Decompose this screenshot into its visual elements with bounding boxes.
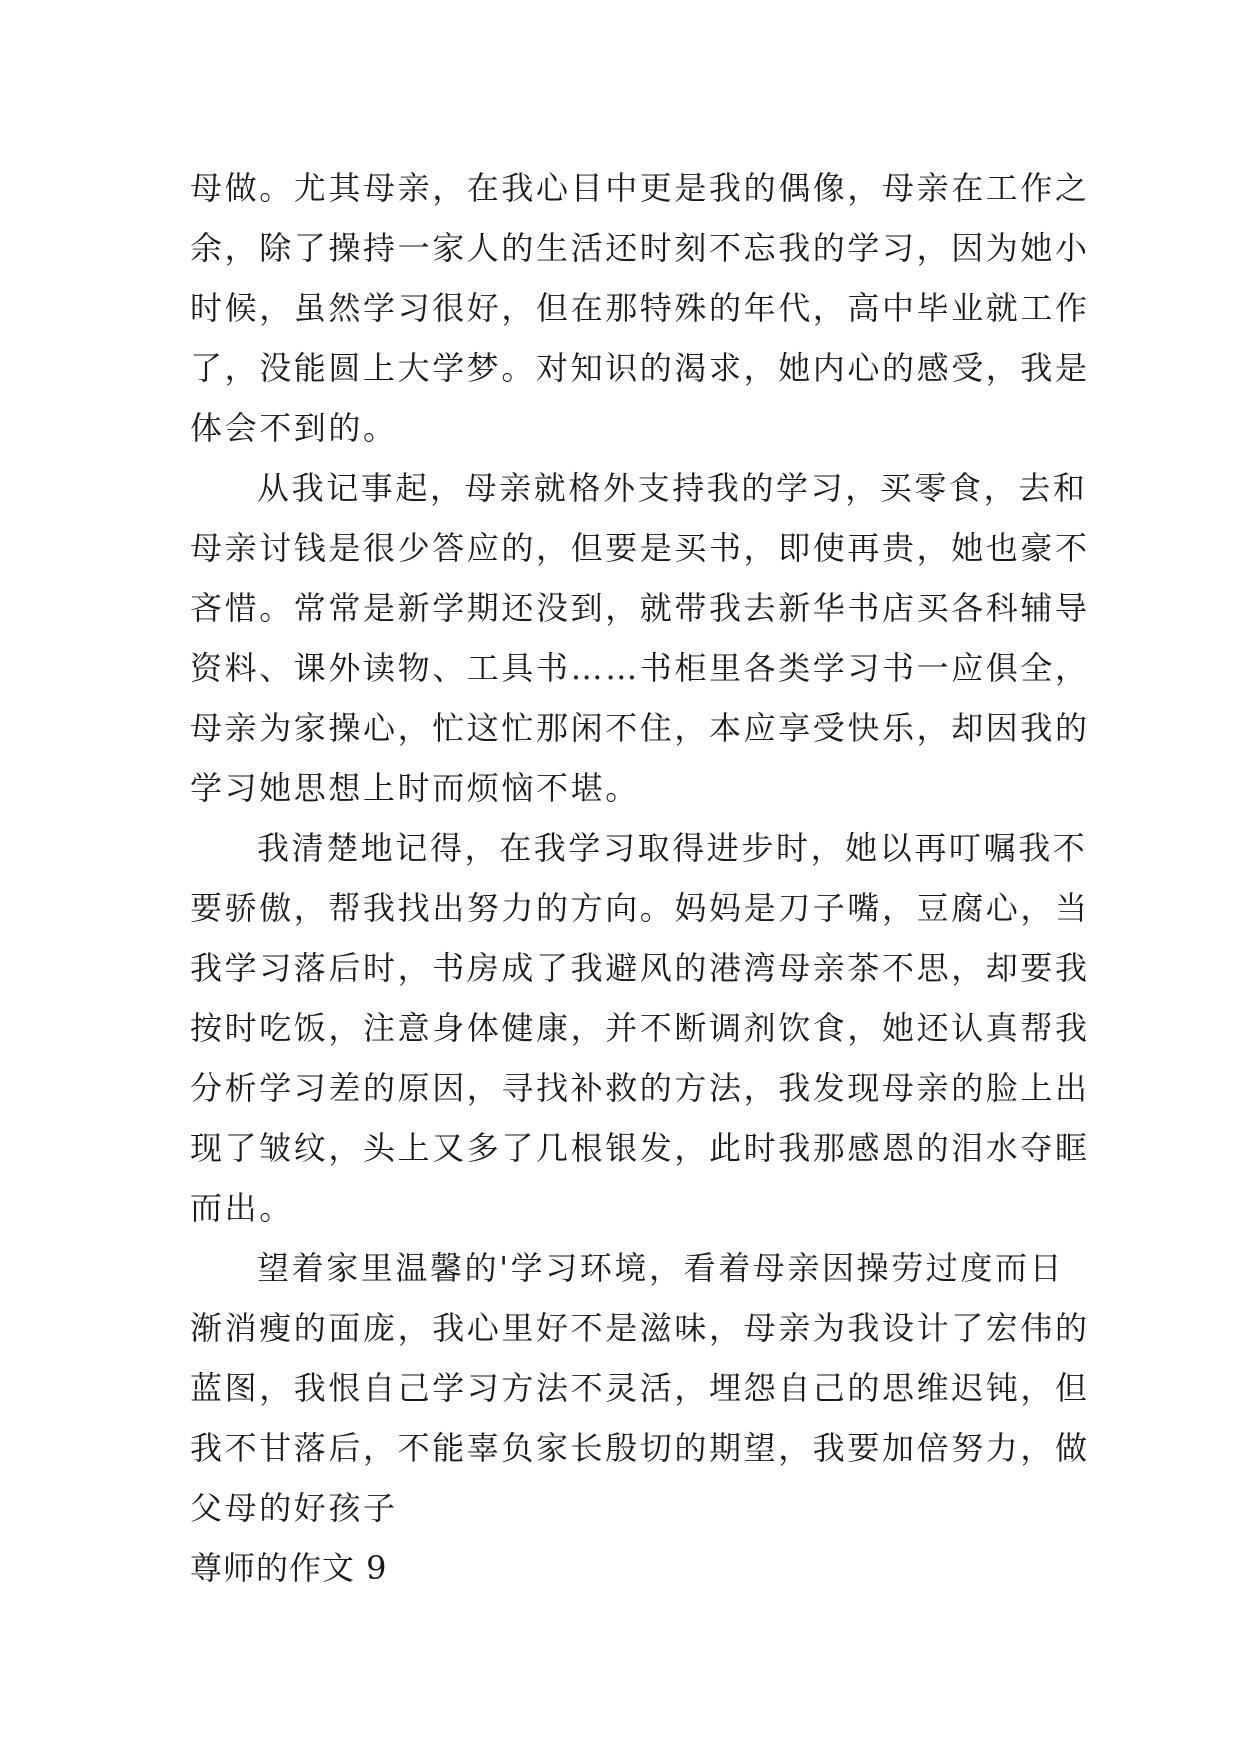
paragraph-first-line: 我清楚地记得，在我学习取得进步时，她以再叮嘱我不 [257,829,1088,867]
text-line: 吝惜。常常是新学期还没到，就带我去新华书店买各科辅导 [190,589,1090,627]
text-line: 按时吃饭，注意身体健康，并不断调剂饮食，她还认真帮我 [190,1009,1090,1047]
text-line: 了，没能圆上大学梦。对知识的渴求，她内心的感受，我是 [190,349,1090,387]
text-line: 余，除了操持一家人的生活还时刻不忘我的学习，因为她小 [190,229,1090,267]
text-line: 蓝图，我恨自己学习方法不灵活，埋怨自己的思维迟钝，但 [190,1369,1090,1407]
paragraph-first-line: 望着家里温馨的'学习环境，看着母亲因操劳过度而日 [257,1249,1065,1287]
text-line: 现了皱纹，头上又多了几根银发，此时我那感恩的泪水夺眶 [190,1129,1090,1167]
text-line: 渐消瘦的面庞，我心里好不是滋味，母亲为我设计了宏伟的 [190,1309,1090,1347]
text-line: 我不甘落后，不能辜负家长殷切的期望，我要加倍努力，做 [190,1429,1090,1467]
text-line: 母亲为家操心，忙这忙那闲不住，本应享受快乐，却因我的 [190,709,1090,747]
text-line: 母做。尤其母亲，在我心目中更是我的偶像，母亲在工作之 [190,169,1090,207]
text-line: 体会不到的。 [190,409,398,447]
paragraph-first-line: 从我记事起，母亲就格外支持我的学习，买零食，去和 [257,469,1088,507]
text-line: 而出。 [190,1189,294,1227]
document-body [190,158,1090,1598]
section-heading: 尊师的作文 9 [190,1549,388,1587]
text-line: 要骄傲，帮我找出努力的方向。妈妈是刀子嘴，豆腐心，当 [190,889,1090,927]
text-line: 学习她思想上时而烦恼不堪。 [190,769,640,807]
text-line: 分析学习差的原因，寻找补救的方法，我发现母亲的脸上出 [190,1069,1090,1107]
text-line: 时候，虽然学习很好，但在那特殊的年代，高中毕业就工作 [190,289,1090,327]
text-line: 我学习落后时，书房成了我避风的港湾母亲茶不思，却要我 [190,949,1090,987]
text-line: 资料、课外读物、工具书……书柜里各类学习书一应俱全， [190,649,1090,687]
text-line: 母亲讨钱是很少答应的，但要是买书，即使再贵，她也豪不 [190,529,1090,567]
text-line: 父母的好孩子 [190,1489,398,1527]
